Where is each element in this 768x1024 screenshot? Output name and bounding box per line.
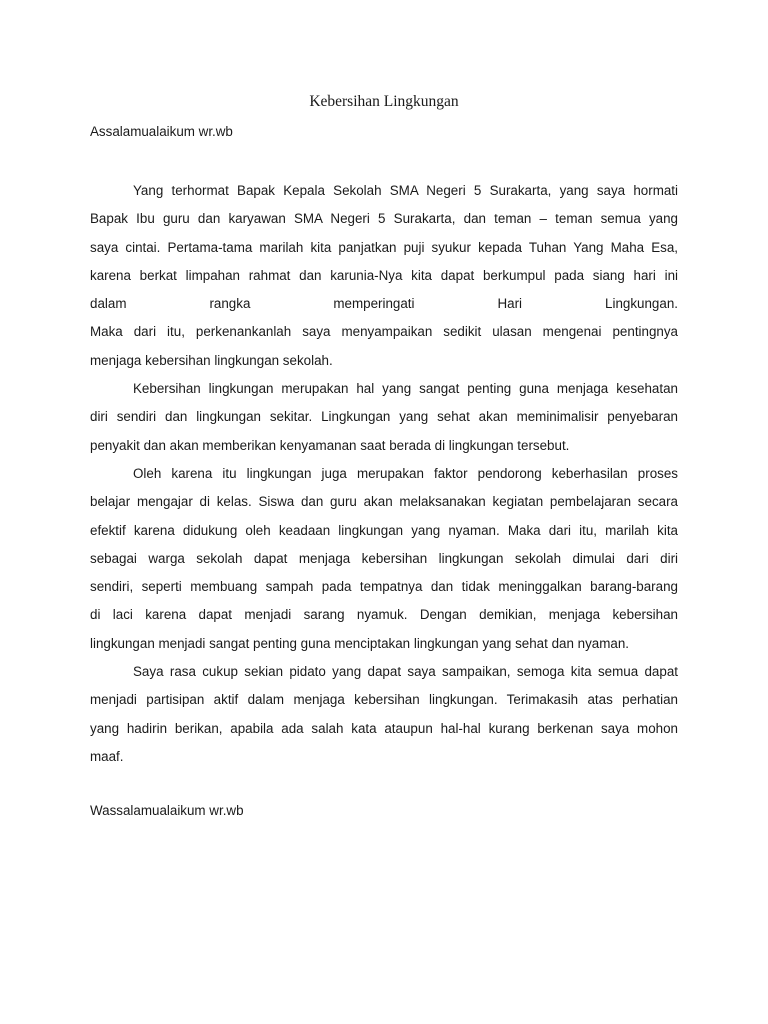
paragraph-1 xyxy=(90,177,678,375)
text-line: Maka dari itu, perkenankanlah saya menyampaikan sedikit ulasan mengenai pentingnya xyxy=(90,324,678,340)
text-line: efektif karena didukung oleh keadaan lingkungan yang nyaman. Maka dari itu, marilah kita xyxy=(90,522,678,538)
text-line: Kebersihan lingkungan merupakan hal yang sangat penting guna menjaga kesehatan xyxy=(133,381,678,397)
text-line: lingkungan menjadi sangat penting guna menciptakan lingkungan yang sehat dan nyaman. xyxy=(90,635,629,651)
paragraph-3 xyxy=(90,460,678,658)
text-line: penyakit dan akan memberikan kenyamanan saat berada di lingkungan tersebut. xyxy=(90,437,570,453)
text-line: Bapak Ibu guru dan karyawan SMA Negeri 5 Surakarta, dan teman – teman semua yang xyxy=(90,211,678,227)
text-line: belajar mengajar di kelas. Siswa dan guru akan melaksanakan kegiatan pembelajaran secara xyxy=(90,494,678,510)
text-line: Saya rasa cukup sekian pidato yang dapat saya sampaikan, semoga kita semua dapat xyxy=(133,664,678,680)
speech-body xyxy=(90,177,678,771)
opening-greeting: Assalamualaikum wr.wb xyxy=(90,124,233,139)
text-line: dalam rangka memperingati Hari Lingkungan. xyxy=(90,296,678,312)
text-line: karena berkat limpahan rahmat dan karunia-Nya kita dapat berkumpul pada siang hari ini xyxy=(90,267,678,283)
document-title: Kebersihan Lingkungan xyxy=(309,93,459,110)
text-line: di laci karena dapat menjadi sarang nyamuk. Dengan demikian, menjaga kebersihan xyxy=(90,607,678,623)
text-line: Oleh karena itu lingkungan juga merupakan faktor pendorong keberhasilan proses xyxy=(133,465,678,481)
paragraph-2 xyxy=(90,375,678,460)
text-line: maaf. xyxy=(90,748,124,764)
text-line: sebagai warga sekolah dapat menjaga kebersihan lingkungan sekolah dimulai dari diri xyxy=(90,550,678,566)
text-line: saya cintai. Pertama-tama marilah kita panjatkan puji syukur kepada Tuhan Yang Maha Esa, xyxy=(90,239,678,255)
closing-greeting: Wassalamualaikum wr.wb xyxy=(90,803,244,818)
text-line: menjadi partisipan aktif dalam menjaga kebersihan lingkungan. Terimakasih atas perhatian xyxy=(90,692,678,708)
paragraph-4 xyxy=(90,658,678,771)
text-line: yang hadirin berikan, apabila ada salah kata ataupun hal-hal kurang berkenan saya mohon xyxy=(90,720,678,736)
text-line: sendiri, seperti membuang sampah pada tempatnya dan tidak meninggalkan barang-barang xyxy=(90,579,678,595)
text-line: diri sendiri dan lingkungan sekitar. Lingkungan yang sehat akan meminimalisir penyebaran xyxy=(90,409,678,425)
document-page xyxy=(90,0,678,1024)
text-line: menjaga kebersihan lingkungan sekolah. xyxy=(90,352,333,368)
text-line: Yang terhormat Bapak Kepala Sekolah SMA Negeri 5 Surakarta, yang saya hormati xyxy=(133,183,678,198)
